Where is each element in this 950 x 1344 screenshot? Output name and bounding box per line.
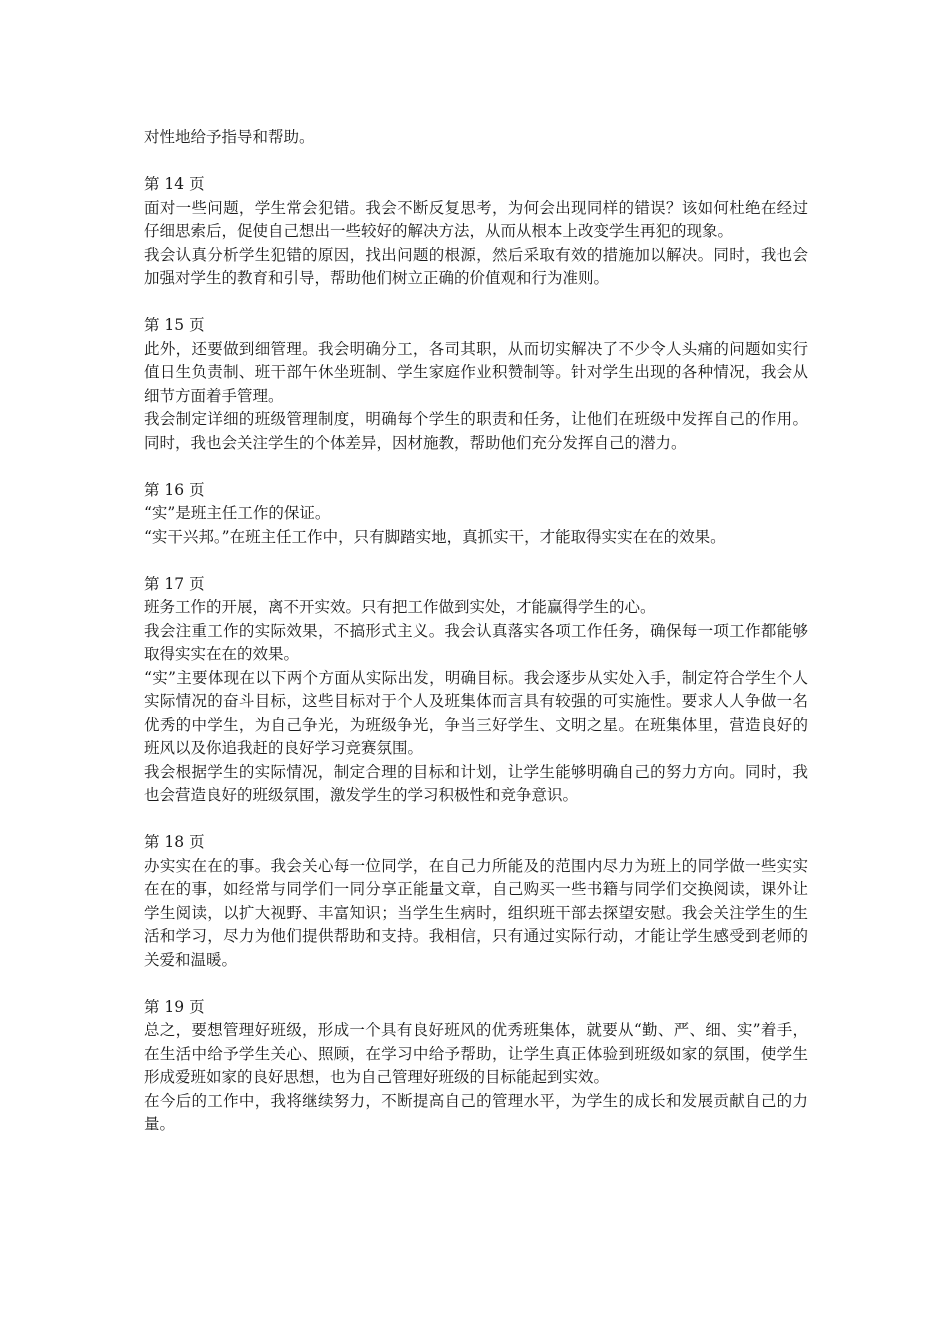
- paragraph: 我会认真分析学生犯错的原因，找出问题的根源，然后采取有效的措施加以解决。同时，我也会加强对学生的教育和引导，帮助他们树立正确的价值观和行为准则。: [144, 245, 808, 287]
- paragraph: 我会注重工作的实际效果，不搞形式主义。我会认真落实各项工作任务，确保每一项工作都能够取得实实在在的效果。: [144, 621, 808, 663]
- paragraph: 我会根据学生的实际情况，制定合理的目标和计划，让学生能够明确自己的努力方向。同时，我也会营造良好的班级氛围，激发学生的学习积极性和竞争意识。: [144, 762, 808, 804]
- page-heading: 第 18 页: [144, 833, 205, 851]
- lead-paragraph: 对性地给予指导和帮助。: [144, 128, 315, 146]
- paragraph: 班务工作的开展，离不开实效。只有把工作做到实处，才能赢得学生的心。: [144, 598, 656, 616]
- page-heading: 第 17 页: [144, 574, 205, 593]
- section-page-16: [144, 479, 808, 550]
- paragraph: “实”是班主任工作的保证。: [144, 504, 331, 522]
- page-heading: 第 16 页: [144, 480, 205, 499]
- section-page-17: [144, 573, 808, 808]
- paragraph: “实”主要体现在以下两个方面从实际出发，明确目标。我会逐步从实处入手，制定符合学生个人实际情况的奋斗目标，这些目标对于个人及班集体而言具有较强的可实施性。要求人人争做一名优秀的中学生，为自己争光，为班级争光，争当三好学生、文明之星。在班集体里，营造良好的班风以及你追我赶的良好学习竞赛氛围。: [144, 668, 808, 757]
- page-heading: 第 19 页: [144, 997, 205, 1016]
- page-heading: 第 15 页: [144, 316, 205, 334]
- paragraph: 总之，要想管理好班级，形成一个具有良好班风的优秀班集体，就要从“勤、严、细、实”着手，在生活中给予学生关心、照顾，在学习中给予帮助，让学生真正体验到班级如家的氛围，使学生形成爱班如家的良好思想，也为自己管理好班级的目标能起到实效。: [144, 1021, 808, 1086]
- paragraph: 我会制定详细的班级管理制度，明确每个学生的职责和任务，让他们在班级中发挥自己的作用。同时，我也会关注学生的个体差异，因材施教，帮助他们充分发挥自己的潜力。: [144, 410, 808, 452]
- paragraph: “实干兴邦。”在班主任工作中，只有脚踏实地，真抓实干，才能取得实实在在的效果。: [144, 527, 726, 546]
- paragraph: 此外，还要做到细管理。我会明确分工，各司其职，从而切实解决了不少令人头痛的问题如实行值日生负责制、班干部午休坐班制、学生家庭作业积赞制等。针对学生出现的各种情况，我会从细节方面着手管理。: [144, 339, 808, 405]
- section-page-14: [144, 173, 808, 291]
- document-page: [144, 126, 808, 1137]
- paragraph: 办实实在在的事。我会关心每一位同学，在自己力所能及的范围内尽力为班上的同学做一些实实在在的事，如经常与同学们一同分享正能量文章，自己购买一些书籍与同学们交换阅读，课外让学生阅读，以扩大视野、丰富知识；当学生生病时，组织班干部去探望安慰。我会关注学生的生活和学习，尽力为他们提供帮助和支持。我相信，只有通过实际行动，才能让学生感受到老师的关爱和温暖。: [144, 856, 808, 969]
- section-page-19: [144, 996, 808, 1137]
- section-page-15: [144, 314, 808, 455]
- page-heading: 第 14 页: [144, 175, 205, 193]
- paragraph: 在今后的工作中，我将继续努力，不断提高自己的管理水平，为学生的成长和发展贡献自己的力量。: [144, 1091, 808, 1133]
- paragraph: 面对一些问题，学生常会犯错。我会不断反复思考，为何会出现同样的错误？该如何杜绝在经过仔细思索后，促使自己想出一些较好的解决方法，从而从根本上改变学生再犯的现象。: [144, 198, 808, 240]
- section-page-18: [144, 831, 808, 972]
